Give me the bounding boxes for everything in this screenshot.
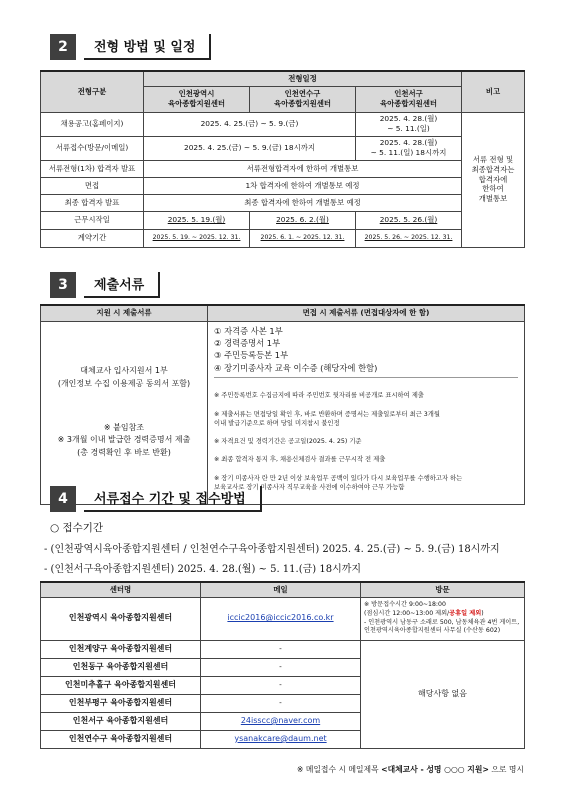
center-email[interactable] [201, 730, 361, 748]
row-label: 채용공고(홈페이지) [41, 112, 144, 136]
schedule-value: 최종 합격자에 한하여 개별통보 예정 [144, 194, 462, 211]
section-number: 3 [50, 272, 76, 298]
visit-none: 해당사항 없음 [361, 640, 525, 748]
visit-hours: ※ 방문접수시간 9:00~18:00 [364, 601, 446, 609]
doc-note: ※ 자격요건 및 경력기간은 공고일(2025. 4. 25) 기준 [214, 438, 362, 445]
section-title: 제출서류 [84, 272, 160, 298]
start-date: 2025. 6. 2.(월) [250, 211, 356, 229]
center-name: 인천동구 육아종합지원센터 [41, 658, 201, 676]
schedule-value: 서류전형합격자에 한하여 개별통보 [144, 160, 462, 177]
doc-note: ※ 제출서류는 면접당일 확인 후, 바로 반환하며 증명서는 제출일로부터 최근 3개월 이내 발급기준으로 하며 당일 미지참시 불인정 [214, 410, 440, 427]
submission-table [40, 581, 525, 749]
center-name: 인천연수구 육아종합지원센터 [41, 730, 201, 748]
row-label: 계약기간 [41, 229, 144, 247]
contract-period: 2025. 6. 1. ~ 2025. 12. 31. [250, 229, 356, 247]
schedule-value: 2025. 4. 28.(월) ~ 5. 11.(일) [356, 112, 462, 136]
col-interview-docs: 면접 시 제출서류 (면접대상자에 한 함) [208, 305, 525, 321]
note-text: 서류 전형 및 최종합격자는 합격자에 한하여 개별통보 [462, 112, 525, 247]
period-line: - (인천광역시육아종합지원센터 / 인천연수구육아종합지원센터) 2025. 4. 25.(금) ~ 5. 9.(금) 18시까지 [44, 544, 500, 555]
visit-lunch-close: ) [481, 609, 484, 617]
documents-table [40, 304, 525, 505]
center-email: - [201, 658, 361, 676]
col-schedule: 전형일정 [144, 71, 462, 86]
start-date: 2025. 5. 26.(월) [356, 211, 462, 229]
col-note: 비고 [462, 71, 525, 112]
contract-period: 2025. 5. 19. ~ 2025. 12. 31. [144, 229, 250, 247]
doc-item: ④ 장기미종사자 교육 이수증 (해당자에 한함) [214, 362, 378, 373]
col-visit: 방문 [361, 582, 525, 597]
holiday-excluded: 공휴일 제외 [449, 609, 482, 617]
center-email[interactable] [201, 597, 361, 640]
col-center: 센터명 [41, 582, 201, 597]
col-mail: 메일 [201, 582, 361, 597]
center-name: 인천미추홀구 육아종합지원센터 [41, 676, 201, 694]
note-prefix: ※ 메일접수 시 메일제목 [296, 765, 382, 774]
schedule-value: 2025. 4. 25.(금) ~ 5. 9.(금) [144, 112, 356, 136]
contract-period: 2025. 5. 26. ~ 2025. 12. 31. [356, 229, 462, 247]
email-link[interactable]: iccic2016@iccic2016.co.kr [227, 613, 334, 623]
doc-note: ※ 최종 합격자 통지 후, 채용신체검사 결과를 근무시작 전 제출 [214, 456, 386, 464]
section-3-header [50, 272, 160, 298]
row-label: 최종 합격자 발표 [41, 194, 144, 211]
center-name: 인천광역시 육아종합지원센터 [144, 86, 250, 112]
visit-lunch-text: (점심시간 12:00~13:00 제외/ [364, 609, 450, 617]
center-name: 인천부평구 육아종합지원센터 [41, 694, 201, 712]
center-name: 인천광역시 육아종합지원센터 [41, 597, 201, 640]
center-email: - [201, 676, 361, 694]
schedule-value: 2025. 4. 28.(월) ~ 5. 11.(일) 18시까지 [356, 136, 462, 160]
apply-docs-sub: ※ 붙임참조 ※ 3개월 이내 발급한 경력증명서 제출 (총 경력확인 후 바로 반환) [57, 422, 191, 458]
col-type: 전형구분 [41, 71, 144, 112]
center-email[interactable] [201, 712, 361, 730]
email-link[interactable]: 24isscc@naver.com [240, 715, 321, 725]
center-email: - [201, 694, 361, 712]
center-name: 인천계양구 육아종합지원센터 [41, 640, 201, 658]
apply-docs-main: 대체교사 입사지원서 1부 (개인정보 수집 이용제공 동의서 포함) [57, 366, 191, 389]
row-label: 서류전형(1차) 합격자 발표 [41, 160, 144, 177]
doc-item: ③ 주민등록등본 1부 [214, 350, 289, 361]
section-title: 전형 방법 및 일정 [84, 34, 211, 60]
email-link[interactable]: ysanakcare@daum.net [234, 733, 327, 743]
interview-docs-cell [208, 321, 525, 504]
doc-item: ① 자격증 사본 1부 [214, 325, 283, 336]
schedule-table [40, 70, 525, 248]
section-2-header [50, 34, 211, 60]
section-number: 2 [50, 34, 76, 60]
apply-docs-cell [41, 321, 208, 504]
doc-note: ※ 장기 미종사자 란 만 2년 이상 보육업무 공백이 있다가 다시 보육업무를 수행하고자 하는 보육교사로 장기 미종사자 직무교육을 사전에 이수하여야 근무 가능함 [214, 474, 463, 491]
row-label: 서류접수(방문/이메일) [41, 136, 144, 160]
section-title: 서류접수 기간 및 접수방법 [84, 486, 262, 512]
center-email: - [201, 640, 361, 658]
note-subject: <대체교사 - 성명 ○○○ 지원> [381, 765, 489, 774]
row-label: 근무시작일 [41, 211, 144, 229]
section-number: 4 [50, 486, 76, 512]
row-label: 면접 [41, 177, 144, 194]
center-name: 인천연수구 육아종합지원센터 [250, 86, 356, 112]
period-line: - (인천서구육아종합지원센터) 2025. 4. 28.(월) ~ 5. 11.(금) 18시까지 [44, 564, 362, 575]
visit-lunch [364, 610, 521, 619]
period-heading: ○ 접수기간 [50, 522, 104, 534]
visit-address: - 인천광역시 남동구 소래로 500, 남동체육관 4번 게이트, 인천광역시육아종합지원센터 사무실 (수산동 602) [364, 618, 520, 635]
section-4-header [50, 486, 262, 512]
schedule-value: 1차 합격자에 한하여 개별통보 예정 [144, 177, 462, 194]
schedule-value: 2025. 4. 25.(금) ~ 5. 9.(금) 18시까지 [144, 136, 356, 160]
center-name: 인천서구 육아종합지원센터 [356, 86, 462, 112]
doc-item: ② 경력증명서 1부 [214, 337, 281, 348]
note-suffix: 으로 명시 [488, 765, 524, 774]
center-name: 인천서구 육아종합지원센터 [41, 712, 201, 730]
visit-info [361, 597, 525, 640]
email-subject-note [297, 764, 524, 775]
doc-note: ※ 주민등록번호 수집금지에 따라 주민번호 뒷자리를 비공개로 표시하여 제출 [214, 392, 424, 400]
col-apply-docs: 지원 시 제출서류 [41, 305, 208, 321]
start-date: 2025. 5. 19.(월) [144, 211, 250, 229]
